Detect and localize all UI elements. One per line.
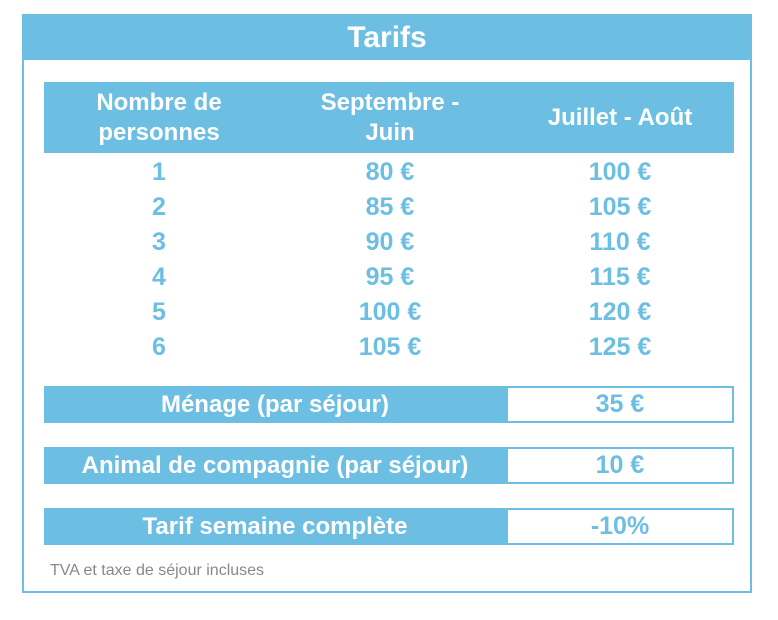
header-low-season-line2: Juin: [365, 118, 415, 146]
pricing-table: [44, 82, 734, 365]
cell-high-price: 105 €: [588, 193, 652, 221]
cell-persons: 2: [152, 193, 166, 221]
table-row: [44, 330, 734, 365]
cell-persons: 4: [152, 263, 166, 291]
table-row: [44, 225, 734, 260]
tax-note: TVA et taxe de séjour incluses: [50, 562, 265, 579]
cell-low-price: 100 €: [358, 298, 422, 326]
cell-high-price: 115 €: [589, 263, 651, 291]
table-row: [44, 155, 734, 190]
table-row: [44, 295, 734, 330]
pricing-title: Tarifs: [24, 16, 750, 60]
extra-week-label: Tarif semaine complète: [44, 508, 506, 545]
table-header: [44, 82, 734, 153]
header-high-season: Juillet - Août: [547, 103, 693, 131]
cell-high-price: 120 €: [588, 298, 652, 326]
cell-high-price: 100 €: [588, 158, 652, 186]
cell-low-price: 95 €: [365, 263, 415, 291]
header-persons-line1: Nombre de: [96, 88, 222, 116]
header-persons: [44, 88, 274, 148]
cell-low-price: 85 €: [365, 193, 415, 221]
extra-cleaning-value: 35 €: [506, 386, 734, 423]
cell-persons: 6: [152, 333, 166, 361]
table-row: [44, 260, 734, 295]
cell-high-price: 125 €: [588, 333, 652, 361]
cell-persons: 1: [152, 158, 166, 186]
extra-week: [44, 508, 734, 545]
header-low-season-line1: Septembre -: [320, 88, 460, 116]
extra-pet-value: 10 €: [506, 447, 734, 484]
cell-low-price: 90 €: [365, 228, 415, 256]
extra-cleaning-label: Ménage (par séjour): [44, 386, 506, 423]
extra-week-value: -10%: [506, 508, 734, 545]
extra-cleaning: [44, 386, 734, 423]
pricing-card: [22, 14, 752, 593]
header-low-season: [274, 88, 506, 148]
table-row: [44, 190, 734, 225]
extra-pet-label: Animal de compagnie (par séjour): [44, 447, 506, 484]
cell-high-price: 110 €: [589, 228, 651, 256]
cell-low-price: 105 €: [358, 333, 422, 361]
cell-persons: 3: [152, 228, 166, 256]
cell-persons: 5: [152, 298, 166, 326]
cell-low-price: 80 €: [365, 158, 415, 186]
extra-pet: [44, 447, 734, 484]
header-persons-line2: personnes: [98, 118, 220, 146]
